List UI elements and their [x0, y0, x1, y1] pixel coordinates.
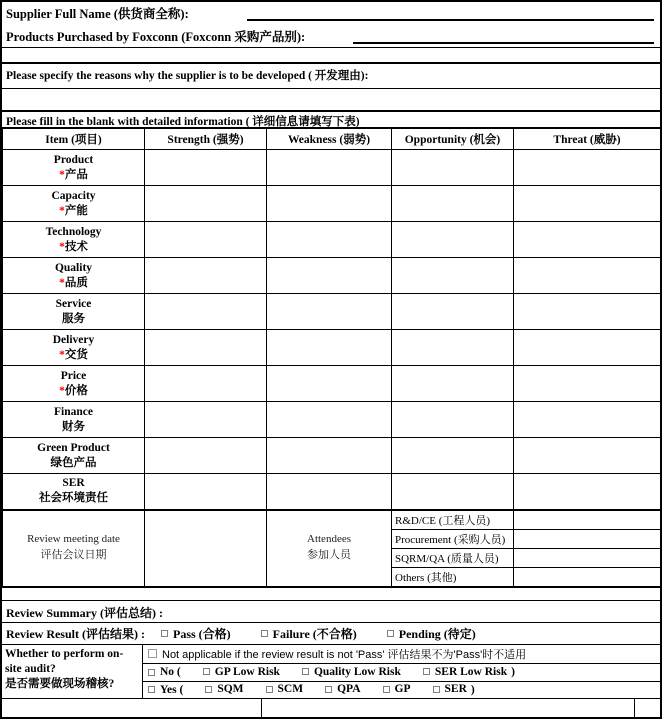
- swot-item-zh: *产品: [59, 168, 88, 181]
- audit-no-close: ): [511, 666, 515, 678]
- required-asterisk: *: [59, 348, 65, 361]
- audit-option: [205, 683, 243, 695]
- swot-item-label: [3, 402, 145, 438]
- swot-item-label: [3, 330, 145, 366]
- swot-input-cell[interactable]: [392, 474, 514, 510]
- swot-input-cell[interactable]: [267, 474, 392, 510]
- swot-item-label: [3, 150, 145, 186]
- result-option-label: Pending (待定): [398, 626, 476, 641]
- swot-input-cell[interactable]: [145, 294, 267, 330]
- review-result-label: Review Result (评估结果) :: [6, 626, 145, 641]
- reasons-input-area[interactable]: [2, 89, 660, 112]
- products-row: [2, 24, 660, 48]
- audit-option-label: GP Low Risk: [214, 665, 280, 678]
- audit-no-checkbox[interactable]: [148, 669, 155, 676]
- swot-item-en: Finance: [54, 405, 93, 418]
- swot-input-cell[interactable]: [392, 222, 514, 258]
- swot-input-cell[interactable]: [392, 438, 514, 474]
- swot-input-cell[interactable]: [267, 150, 392, 186]
- supplier-name-row: [2, 2, 660, 24]
- swot-item-zh: *品质: [59, 276, 88, 289]
- audit-option-checkbox[interactable]: [266, 686, 273, 693]
- audit-yes-row: [143, 682, 660, 698]
- swot-input-cell[interactable]: [267, 186, 392, 222]
- products-input-line[interactable]: [353, 42, 654, 44]
- audit-option-checkbox[interactable]: [325, 686, 332, 693]
- swot-item-en: Technology: [45, 225, 102, 238]
- result-option-label: Failure (不合格): [272, 626, 357, 641]
- audit-option-checkbox[interactable]: [433, 686, 440, 693]
- swot-row: [3, 186, 661, 222]
- attendee-input-cell[interactable]: [514, 567, 661, 587]
- attendee-role-label: SQRM/QA (质量人员): [392, 548, 514, 567]
- audit-option: [383, 683, 411, 695]
- swot-input-cell[interactable]: [514, 258, 661, 294]
- review-meeting-date-en: Review meeting date: [27, 533, 120, 546]
- result-option-checkbox[interactable]: [387, 630, 394, 637]
- swot-row: [3, 438, 661, 474]
- reasons-label: Please specify the reasons why the supplier is to be developed ( 开发理由):: [2, 64, 660, 89]
- required-asterisk: *: [59, 168, 65, 181]
- swot-column-header: Threat (威胁): [514, 129, 661, 150]
- swot-table: [2, 128, 661, 588]
- swot-input-cell[interactable]: [145, 366, 267, 402]
- audit-option-checkbox[interactable]: [423, 668, 430, 675]
- onsite-audit-question-en: Whether to perform on-site audit?: [5, 647, 124, 675]
- onsite-audit-section: [2, 645, 660, 699]
- swot-input-cell[interactable]: [145, 474, 267, 510]
- swot-item-en: Price: [60, 369, 87, 382]
- swot-input-cell[interactable]: [145, 222, 267, 258]
- audit-option: [203, 666, 280, 678]
- attendee-role-label: Others (其他): [392, 567, 514, 587]
- swot-input-cell[interactable]: [145, 186, 267, 222]
- attendees-label-en: Attendees: [307, 533, 351, 546]
- swot-item-en: Capacity: [51, 189, 96, 202]
- swot-input-cell[interactable]: [267, 438, 392, 474]
- supplier-name-input-line[interactable]: [247, 19, 654, 21]
- swot-input-cell[interactable]: [267, 222, 392, 258]
- attendee-input-cell[interactable]: [514, 548, 661, 567]
- review-meeting-date-label: [3, 510, 145, 587]
- swot-input-cell[interactable]: [145, 402, 267, 438]
- swot-row: [3, 330, 661, 366]
- review-result-option: [161, 625, 231, 642]
- audit-option: [433, 683, 467, 695]
- review-meeting-date-zh: 评估会议日期: [40, 549, 107, 561]
- partial-cell[interactable]: [2, 699, 262, 718]
- audit-option: [302, 666, 401, 678]
- partial-cell[interactable]: [262, 699, 635, 718]
- swot-input-cell[interactable]: [145, 438, 267, 474]
- audit-option-label: GP: [394, 683, 411, 696]
- swot-input-cell[interactable]: [514, 438, 661, 474]
- swot-row: [3, 474, 661, 510]
- required-asterisk: *: [59, 384, 65, 397]
- attendees-label: [267, 510, 392, 587]
- swot-input-cell[interactable]: [392, 258, 514, 294]
- swot-row: [3, 222, 661, 258]
- attendee-input-cell[interactable]: [514, 510, 661, 530]
- swot-input-cell[interactable]: [392, 402, 514, 438]
- swot-input-cell[interactable]: [145, 330, 267, 366]
- swot-input-cell[interactable]: [514, 402, 661, 438]
- swot-item-label: [3, 222, 145, 258]
- review-result-row: [2, 623, 660, 645]
- partial-next-row: [2, 699, 660, 718]
- swot-item-zh: *交货: [59, 348, 88, 361]
- swot-input-cell[interactable]: [514, 186, 661, 222]
- review-meeting-date-input-cell[interactable]: [145, 510, 267, 587]
- not-applicable-checkbox[interactable]: [148, 649, 157, 658]
- swot-item-zh: 社会环境责任: [39, 492, 108, 505]
- attendees-label-zh: 参加人员: [307, 549, 351, 561]
- swot-row: [3, 402, 661, 438]
- audit-option-checkbox[interactable]: [203, 668, 210, 675]
- audit-option-label: SER Low Risk: [434, 665, 508, 678]
- swot-column-header: Strength (强势): [145, 129, 267, 150]
- swot-input-cell[interactable]: [514, 150, 661, 186]
- audit-yes-checkbox[interactable]: [148, 686, 155, 693]
- audit-option-label: SCM: [277, 683, 304, 696]
- swot-input-cell[interactable]: [267, 330, 392, 366]
- swot-item-en: Product: [53, 153, 94, 166]
- swot-item-zh: 服务: [62, 312, 85, 325]
- review-meeting-subrow: [3, 510, 661, 530]
- swot-item-label: [3, 186, 145, 222]
- audit-option-checkbox[interactable]: [205, 686, 212, 693]
- swot-input-cell[interactable]: [514, 474, 661, 510]
- swot-input-cell[interactable]: [267, 258, 392, 294]
- audit-option-label: Quality Low Risk: [313, 665, 401, 678]
- required-asterisk: *: [59, 276, 65, 289]
- swot-item-zh: *价格: [59, 384, 88, 397]
- swot-row: [3, 150, 661, 186]
- audit-option-label: SQM: [217, 683, 244, 696]
- review-result-option: [387, 625, 476, 642]
- swot-item-zh: *产能: [59, 204, 88, 217]
- required-asterisk: *: [59, 240, 65, 253]
- swot-column-header: Opportunity (机会): [392, 129, 514, 150]
- swot-item-en: Service: [55, 297, 92, 310]
- audit-option: [423, 666, 507, 678]
- supplier-name-label: Supplier Full Name (供货商全称):: [6, 7, 189, 22]
- swot-input-cell[interactable]: [514, 222, 661, 258]
- audit-option-label: SER: [444, 683, 467, 696]
- swot-item-en: Quality: [54, 261, 93, 274]
- audit-option: [266, 683, 304, 695]
- swot-item-en: Green Product: [37, 441, 110, 454]
- swot-input-cell[interactable]: [145, 150, 267, 186]
- required-asterisk: *: [59, 204, 65, 217]
- swot-item-en: SER: [62, 477, 85, 490]
- swot-input-cell[interactable]: [267, 366, 392, 402]
- partial-cell[interactable]: [635, 699, 660, 718]
- swot-input-cell[interactable]: [392, 294, 514, 330]
- swot-input-cell[interactable]: [267, 402, 392, 438]
- swot-input-cell[interactable]: [392, 330, 514, 366]
- spacer-row: [2, 588, 660, 601]
- swot-item-zh: *技术: [59, 240, 88, 253]
- review-result-option: [261, 625, 357, 642]
- audit-yes-label: Yes (: [160, 683, 184, 696]
- swot-row: [3, 366, 661, 402]
- swot-input-cell[interactable]: [392, 366, 514, 402]
- swot-input-cell[interactable]: [392, 150, 514, 186]
- audit-option: [325, 683, 360, 695]
- audit-option-label: QPA: [337, 683, 361, 696]
- review-summary-label: Review Summary (评估总结) :: [2, 601, 660, 623]
- swot-input-cell[interactable]: [514, 366, 661, 402]
- audit-not-applicable-row: [143, 645, 660, 664]
- swot-input-cell[interactable]: [267, 294, 392, 330]
- swot-input-cell[interactable]: [514, 294, 661, 330]
- swot-item-label: [3, 474, 145, 510]
- swot-column-header: Weakness (弱势): [267, 129, 392, 150]
- swot-item-label: [3, 294, 145, 330]
- onsite-audit-question-zh: 是否需要做现场稽核?: [5, 677, 115, 690]
- products-label: Products Purchased by Foxconn (Foxconn 采购产品别):: [6, 30, 306, 45]
- fill-info-label: Please fill in the blank with detailed information ( 详细信息请填写下表): [2, 112, 660, 128]
- audit-option-checkbox[interactable]: [383, 686, 390, 693]
- swot-input-cell[interactable]: [145, 258, 267, 294]
- not-applicable-label: Not applicable if the review result is not 'Pass' 评估结果不为'Pass'时不适用: [162, 648, 527, 661]
- result-option-checkbox[interactable]: [261, 630, 268, 637]
- onsite-audit-question: [2, 645, 143, 698]
- header-empty-row: [2, 48, 660, 64]
- swot-row: [3, 294, 661, 330]
- audit-no-label: No (: [160, 666, 181, 678]
- audit-no-row: [143, 664, 660, 682]
- swot-input-cell[interactable]: [514, 330, 661, 366]
- swot-column-header: Item (项目): [3, 129, 145, 150]
- attendee-input-cell[interactable]: [514, 529, 661, 548]
- swot-item-zh: 绿色产品: [50, 456, 97, 469]
- attendee-role-label: Procurement (采购人员): [392, 529, 514, 548]
- swot-item-en: Delivery: [52, 333, 95, 346]
- swot-row: [3, 258, 661, 294]
- attendee-role-label: R&D/CE (工程人员): [392, 510, 514, 530]
- swot-header-row: [3, 129, 661, 150]
- swot-item-label: [3, 258, 145, 294]
- swot-input-cell[interactable]: [392, 186, 514, 222]
- audit-yes-close: ): [470, 683, 475, 696]
- swot-item-zh: 财务: [62, 420, 85, 433]
- swot-item-label: [3, 438, 145, 474]
- result-option-checkbox[interactable]: [161, 630, 168, 637]
- result-option-label: Pass (合格): [172, 626, 231, 641]
- swot-item-label: [3, 366, 145, 402]
- audit-option-checkbox[interactable]: [302, 668, 309, 675]
